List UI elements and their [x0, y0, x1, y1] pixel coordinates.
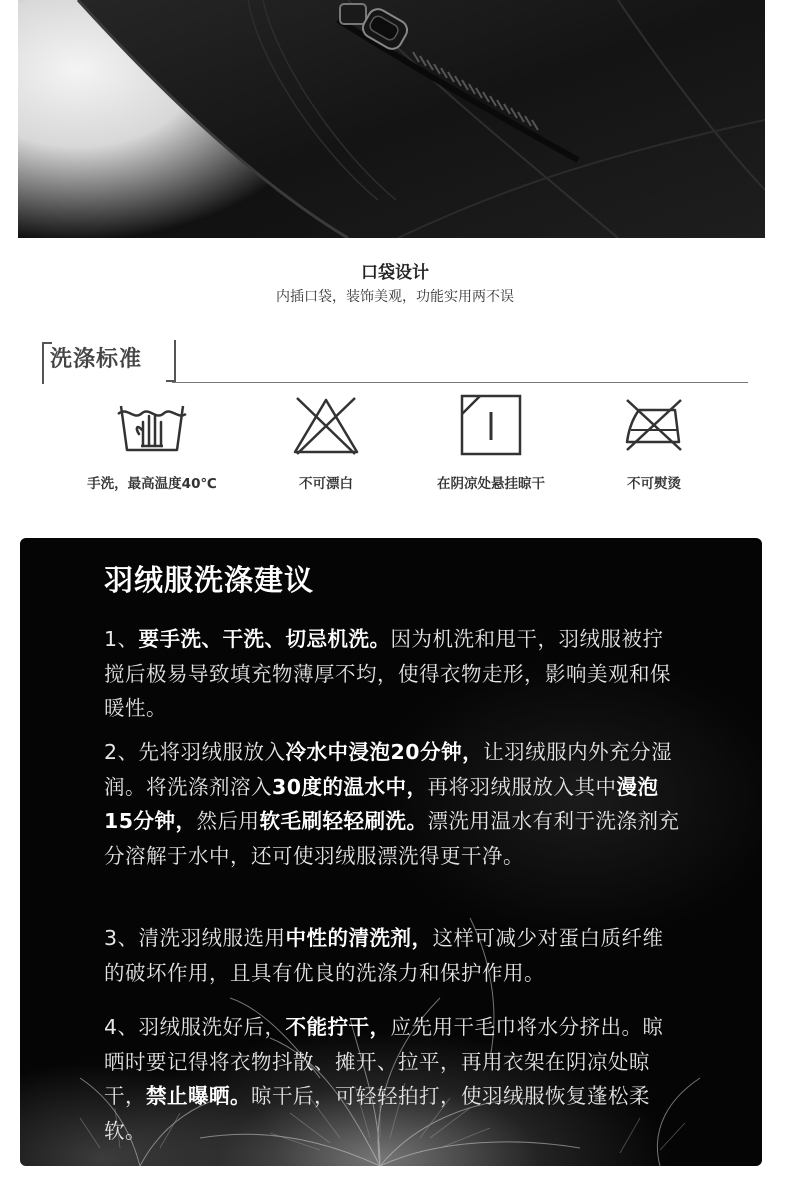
product-photo: [18, 0, 765, 238]
no-bleach-icon: [289, 392, 363, 458]
bracket-left-decoration: [42, 342, 52, 384]
pocket-design-subtitle: 内插口袋，装饰美观，功能实用两不误: [276, 289, 514, 305]
advice-2-emphasis-f: 漫泡15分钟，: [104, 774, 659, 833]
advice-1-text: 因为机洗和甩干，羽绒服被拧搅后极易导致填充物薄厚不均，使得衣物走形，影响美观和保暖性。: [104, 627, 671, 720]
advice-3-emphasis-b: 中性的清洗剂，: [285, 926, 433, 950]
advice-1-lead: 1、: [104, 627, 139, 651]
advice-2-emphasis-d: 30度的温水中，: [272, 774, 428, 799]
wash-standard-heading-text: 洗涤标准: [50, 347, 143, 372]
advice-4-text-e: 晾干后，可轻轻拍打，使羽绒服恢复蓬松柔软。: [104, 1084, 650, 1143]
wash-item-hand-wash: [62, 392, 242, 492]
advice-3-text-a: 3、清洗羽绒服选用: [104, 926, 286, 950]
advice-4-emphasis-d: 禁止曝晒。: [146, 1084, 251, 1108]
pocket-design-title: 口袋设计: [361, 263, 429, 283]
advice-2-text-a: 2、先将羽绒服放入: [104, 740, 286, 764]
advice-3-text-c: 这样可减少对蛋白质纤维的破坏作用，且具有优良的洗涤力和保护作用。: [104, 926, 664, 985]
advice-2-emphasis-h: 软毛刷轻轻刷洗。: [259, 809, 428, 833]
wash-item-no-bleach: [236, 392, 416, 492]
wash-item-label: 在阴凉处悬挂晾干: [437, 476, 545, 492]
wash-item-label: 不可漂白: [299, 476, 353, 492]
advice-2-text-e: 再将羽绒服放入其中: [427, 774, 617, 799]
advice-paragraph-4: [104, 1010, 684, 1148]
advice-2-text-i: 漂洗用温水有利于洗涤剂充分溶解于水中，还可使羽绒服漂洗得更干净。: [104, 809, 680, 868]
wash-divider: [172, 382, 748, 383]
advice-2-emphasis-b: 冷水中浸泡20分钟，: [285, 740, 484, 764]
advice-2-text-c: 让羽绒服内外充分湿润。将洗涤剂溶入: [104, 740, 673, 799]
advice-2-text-g: 然后用: [196, 809, 260, 833]
jacket-pocket-illustration: [18, 0, 765, 238]
bracket-right-decoration: [166, 340, 176, 382]
advice-paragraph-2: [104, 735, 684, 873]
shade-dry-icon: [454, 392, 528, 458]
wash-item-label: 不可熨烫: [627, 476, 681, 492]
no-iron-icon: [617, 392, 691, 458]
wash-item-label: 手洗，最高温度40℃: [87, 476, 217, 492]
hand-wash-icon: [115, 392, 189, 458]
advice-4-text-c: 应先用干毛巾将水分挤出。晾晒时要记得将衣物抖散、摊开、拉平，再用衣架在阴凉处晾干，: [104, 1015, 664, 1108]
wash-item-shade-dry: [401, 392, 581, 492]
advice-4-text-a: 4、羽绒服洗好后，: [104, 1015, 286, 1039]
down-jacket-washing-advice-card: [20, 538, 762, 1166]
advice-title: 羽绒服洗涤建议: [104, 563, 315, 597]
advice-paragraph-3: [104, 921, 684, 990]
advice-paragraph-1: [104, 622, 684, 726]
wash-item-no-iron: [564, 392, 744, 492]
advice-1-emphasis: 要手洗、干洗、切忌机洗。: [138, 627, 391, 651]
advice-4-emphasis-b: 不能拧干，: [285, 1015, 391, 1039]
wash-standard-heading: [42, 342, 172, 378]
